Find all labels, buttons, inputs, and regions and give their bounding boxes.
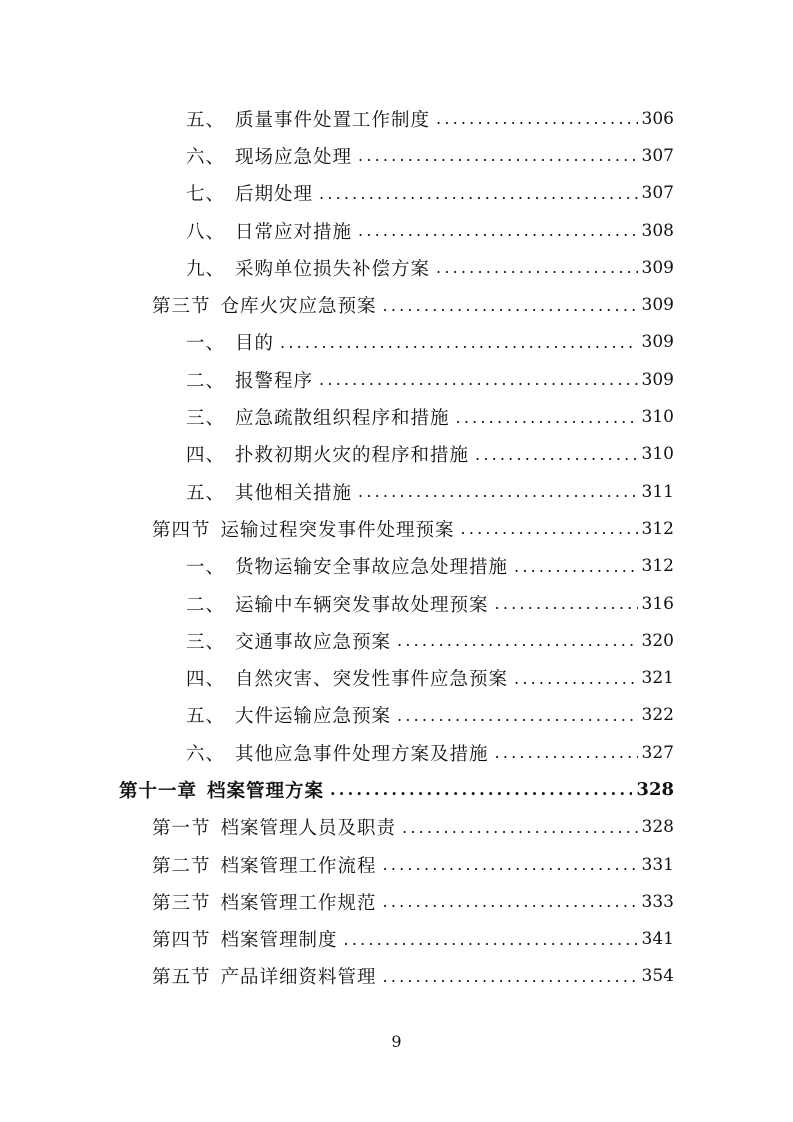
toc-entry-text: 目的 [235,333,275,355]
toc-entry-title [186,143,352,169]
toc-entry[interactable] [0,734,793,771]
toc-entry[interactable] [0,622,793,659]
toc-entry-page: 341 [641,929,674,950]
toc-entry-page: 328 [636,779,674,801]
toc-leader-dots [397,706,638,725]
toc-entry-text: 质量事件处置工作制度 [235,109,431,131]
toc-leader-dots [495,594,638,613]
toc-entry-title [152,292,377,318]
toc-entry-text: 货物运输安全事故应急处理措施 [235,557,509,579]
toc-entry[interactable] [0,771,793,808]
toc-entry-number: 六、 [186,743,226,765]
toc-leader-dots [344,930,638,949]
toc-leader-dots [319,370,638,389]
toc-entry-title [186,367,313,393]
toc-entry-number: 第一节 [152,818,211,840]
toc-entry[interactable] [0,436,793,473]
toc-entry-number: 一、 [186,333,226,355]
toc-leader-dots [383,296,638,315]
toc-entry[interactable] [0,137,793,174]
toc-entry[interactable] [0,510,793,547]
toc-entry[interactable] [0,846,793,883]
toc-entry-title [186,255,430,281]
toc-entry-number: 第三节 [152,296,211,318]
toc-leader-dots [436,109,638,128]
toc-entry[interactable] [0,958,793,995]
toc-entry-title [186,180,313,206]
toc-entry-number: 四、 [186,669,226,691]
toc-entry-title [186,106,430,132]
toc-entry-number: 第五节 [152,967,211,989]
toc-leader-dots [280,333,638,352]
toc-entry-number: 第二节 [152,855,211,877]
toc-entry-text: 运输中车辆突发事故处理预案 [235,594,489,616]
toc-entry-number: 第四节 [152,930,211,952]
toc-entry-title [152,963,377,989]
toc-leader-dots [475,445,638,464]
toc-entry-number: 五、 [186,109,226,131]
toc-entry-title [152,814,396,840]
toc-entry-number: 三、 [186,631,226,653]
toc-entry-page: 310 [641,407,674,428]
toc-entry-number: 五、 [186,706,226,728]
toc-entry[interactable] [0,175,793,212]
toc-leader-dots [383,892,638,911]
toc-leader-dots [514,669,638,688]
toc-entry-title [152,516,455,542]
toc-entry[interactable] [0,659,793,696]
toc-entry-page: 308 [641,220,674,241]
toc-entry-title [152,852,377,878]
toc-entry-page: 312 [641,518,674,539]
toc-entry[interactable] [0,548,793,585]
toc-leader-dots [358,482,638,501]
toc-entry-page: 331 [641,854,674,875]
toc-leader-dots [383,967,638,986]
toc-entry-number: 第十一章 [119,780,198,802]
toc-entry-title [152,889,377,915]
toc-leader-dots [436,258,638,277]
toc-leader-dots [461,519,638,538]
toc-entry[interactable] [0,398,793,435]
toc-entry-number: 一、 [186,557,226,579]
toc-entry-page: 307 [641,183,674,204]
page-number: 9 [391,1032,402,1051]
toc-entry-title [186,404,450,430]
toc-entry-number: 二、 [186,370,226,392]
toc-entry-title [186,740,489,766]
toc-entry-text: 报警程序 [235,370,314,392]
toc-leader-dots [383,855,638,874]
toc-entry-title [152,926,338,952]
toc-entry-text: 档案管理人员及职责 [220,818,397,840]
toc-entry-page: 320 [641,630,674,651]
toc-entry[interactable] [0,473,793,510]
toc-entry-title [119,777,324,803]
toc-entry-text: 后期处理 [235,184,314,206]
toc-entry-page: 333 [641,891,674,912]
toc-leader-dots [358,146,638,165]
toc-entry-number: 九、 [186,258,226,280]
toc-leader-dots [514,557,638,576]
toc-entry-text: 大件运输应急预案 [235,706,392,728]
toc-entry[interactable] [0,249,793,286]
toc-entry-number: 六、 [186,146,226,168]
toc-entry-number: 三、 [186,408,226,430]
toc-entry-page: 316 [641,593,674,614]
toc-entry-text: 现场应急处理 [235,146,353,168]
toc-entry[interactable] [0,585,793,622]
toc-leader-dots [456,408,638,427]
toc-entry-text: 采购单位损失补偿方案 [235,258,431,280]
toc-entry-title [186,553,508,579]
toc-entry[interactable] [0,921,793,958]
toc-leader-dots [397,631,638,650]
toc-entry[interactable] [0,286,793,323]
toc-entry-title [186,702,391,728]
toc-entry[interactable] [0,212,793,249]
toc-entry-text: 产品详细资料管理 [220,967,377,989]
toc-entry-text: 日常应对措施 [235,221,353,243]
toc-entry-page: 354 [641,966,674,987]
toc-entry-text: 自然灾害、突发性事件应急预案 [235,669,509,691]
toc-entry[interactable] [0,361,793,398]
toc-leader-dots [358,221,638,240]
toc-entry-text: 其他应急事件处理方案及措施 [235,743,489,765]
toc-entry-page: 309 [641,257,674,278]
toc-entry-text: 交通事故应急预案 [235,631,392,653]
toc-entry-number: 八、 [186,221,226,243]
toc-leader-dots [402,818,638,837]
toc-entry-text: 档案管理工作规范 [220,892,377,914]
toc-entry-title [186,479,352,505]
toc-entry-page: 307 [641,145,674,166]
toc-entry-title [186,441,469,467]
toc-entry-text: 应急疏散组织程序和措施 [235,408,450,430]
toc-entry-text: 其他相关措施 [235,482,353,504]
toc-entry-number: 二、 [186,594,226,616]
toc-entry[interactable] [0,100,793,137]
toc-entry-title [186,329,274,355]
toc-entry-title [186,591,489,617]
toc-entry-text: 扑救初期火灾的程序和措施 [235,445,470,467]
toc-entry-number: 第三节 [152,892,211,914]
toc-entry-page: 328 [641,817,674,838]
toc-entry-page: 310 [641,444,674,465]
toc-entry-page: 309 [641,295,674,316]
toc-entry-page: 312 [641,556,674,577]
table-of-contents [0,100,793,995]
toc-entry-number: 四、 [186,445,226,467]
toc-entry-title [186,628,391,654]
toc-entry-number: 第四节 [152,519,211,541]
toc-entry-text: 档案管理方案 [207,780,325,802]
toc-leader-dots [319,184,638,203]
toc-entry-text: 仓库火灾应急预案 [220,296,377,318]
toc-entry-number: 五、 [186,482,226,504]
toc-entry-page: 309 [641,369,674,390]
toc-entry-page: 327 [641,742,674,763]
toc-entry[interactable] [0,883,793,920]
toc-entry-page: 311 [641,481,674,502]
toc-entry-title [186,665,508,691]
toc-entry-text: 档案管理工作流程 [220,855,377,877]
toc-entry-number: 七、 [186,184,226,206]
toc-entry-text: 档案管理制度 [220,930,338,952]
toc-entry-title [186,218,352,244]
toc-entry-page: 306 [641,108,674,129]
toc-entry-text: 运输过程突发事件处理预案 [220,519,455,541]
toc-entry[interactable] [0,324,793,361]
toc-entry-page: 321 [641,668,674,689]
toc-entry-page: 309 [641,332,674,353]
toc-leader-dots [495,743,638,762]
toc-entry-page: 322 [641,705,674,726]
toc-leader-dots [330,780,632,799]
toc-entry[interactable] [0,809,793,846]
toc-entry[interactable] [0,697,793,734]
